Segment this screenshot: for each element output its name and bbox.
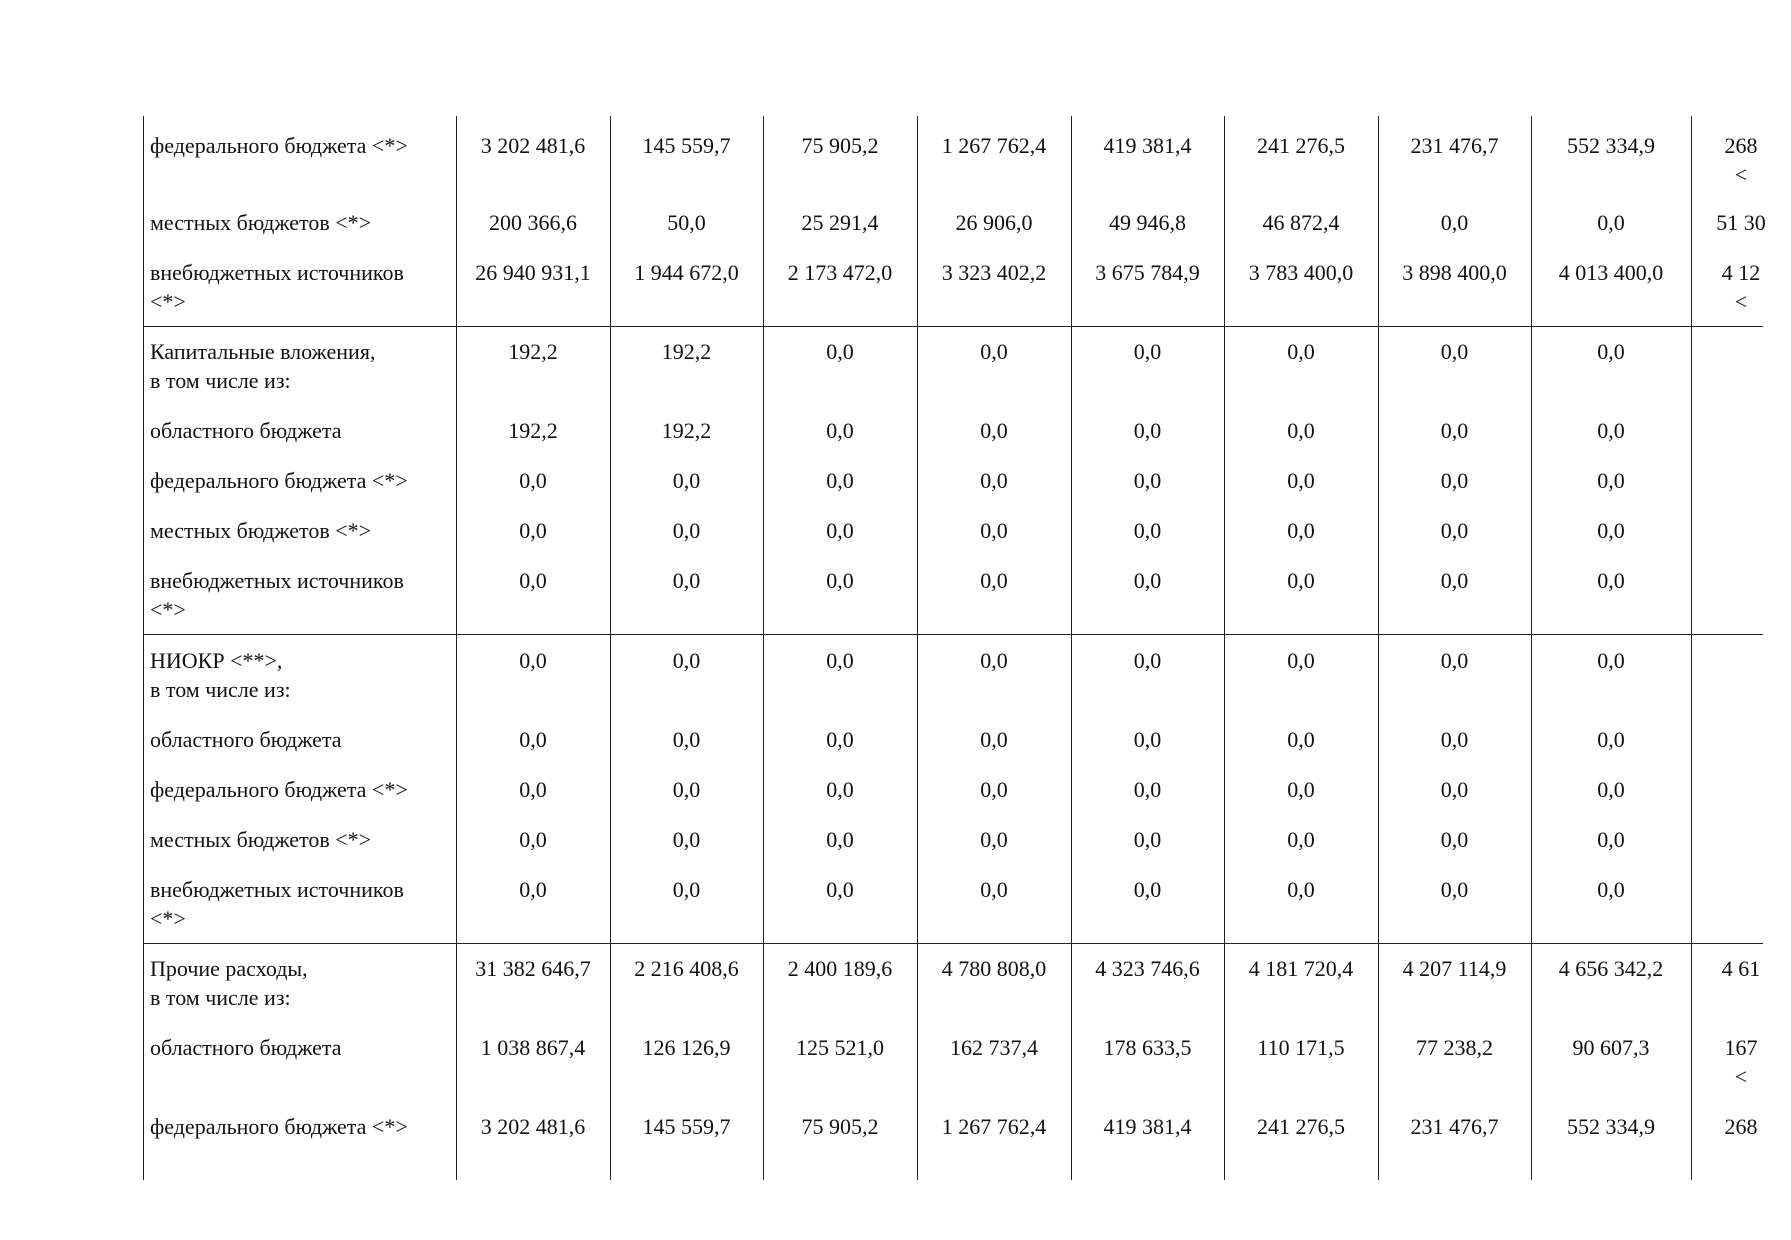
table-cell: 77 238,2	[1416, 1035, 1493, 1060]
row-label: областного бюджета	[150, 727, 342, 752]
table-cell: 2 400 189,6	[787, 956, 893, 981]
table-cell: 0,0	[1133, 877, 1162, 902]
table-cell: 4 61	[1721, 956, 1761, 981]
table-cell: 0,0	[1133, 727, 1162, 752]
table-cell: 0,0	[826, 418, 854, 443]
table-cell: 0,0	[1597, 727, 1625, 752]
table-cell: 0,0	[1287, 648, 1315, 673]
row-label: федерального бюджета <*>	[150, 1114, 408, 1139]
table-cell: 0,0	[519, 648, 547, 673]
row-label: федерального бюджета <*>	[150, 133, 408, 158]
table-cell: 145 559,7	[642, 1114, 731, 1139]
table-cell: 0,0	[519, 468, 547, 493]
table-cell: 241 276,5	[1257, 133, 1345, 158]
row-label: местных бюджетов <*>	[150, 827, 372, 852]
table-cell: 0,0	[672, 877, 701, 902]
table-cell: 192,2	[508, 418, 558, 443]
table-cell: 0,0	[672, 518, 701, 543]
table-cell: 3 202 481,6	[480, 1114, 586, 1139]
table-cell: 241 276,5	[1257, 1114, 1345, 1139]
table-cell: 0,0	[826, 468, 854, 493]
row-label: федерального бюджета <*>	[150, 468, 408, 493]
table-cell: 0,0	[826, 877, 854, 902]
table-cell: 4 656 342,2	[1558, 956, 1664, 981]
section-separator	[143, 943, 1763, 944]
table-cell: 0,0	[826, 727, 854, 752]
table-cell: 0,0	[980, 468, 1008, 493]
row-label: местных бюджетов <*>	[150, 518, 372, 543]
table-cell: 0,0	[519, 877, 547, 902]
table-cell: 0,0	[519, 518, 547, 543]
table-cell: 0,0	[1133, 777, 1162, 802]
table-cell: 192,2	[661, 418, 712, 443]
table-cell: 0,0	[672, 727, 701, 752]
table-cell: 4 780 808,0	[941, 956, 1047, 981]
table-cell: 0,0	[1440, 568, 1469, 593]
table-cell: 2 173 472,0	[787, 260, 893, 285]
table-cell: 90 607,3	[1572, 1035, 1650, 1060]
table-cell: 0,0	[672, 827, 701, 852]
table-cell: 0,0	[1440, 418, 1469, 443]
table-cell: 0,0	[1597, 568, 1625, 593]
table-cell: 192,2	[661, 339, 712, 364]
table-cell: 1 038 867,4	[480, 1035, 586, 1060]
table-cell: 3 783 400,0	[1248, 260, 1354, 285]
table-cell: 51 30	[1716, 210, 1766, 235]
row-label: Прочие расходы, в том числе из:	[150, 956, 308, 1010]
table-cell: 0,0	[1597, 827, 1625, 852]
row-label: Капитальные вложения, в том числе из:	[150, 339, 376, 393]
row-label: областного бюджета	[150, 418, 342, 443]
table-cell: 0,0	[1440, 339, 1469, 364]
table-cell: 0,0	[980, 877, 1008, 902]
table-cell: 419 381,4	[1103, 1114, 1192, 1139]
table-cell: 49 946,8	[1109, 210, 1186, 235]
row-label: федерального бюджета <*>	[150, 777, 408, 802]
table-cell: 31 382 646,7	[475, 956, 591, 981]
table-cell: 0,0	[980, 568, 1008, 593]
table-cell: 0,0	[826, 777, 854, 802]
table-cell: 0,0	[672, 648, 701, 673]
table-cell: 419 381,4	[1103, 133, 1192, 158]
table-cell: 1 944 672,0	[634, 260, 739, 285]
table-cell: 126 126,9	[642, 1035, 731, 1060]
table-cell: 4 013 400,0	[1558, 260, 1664, 285]
table-cell: 145 559,7	[642, 133, 731, 158]
table-cell: 0,0	[826, 518, 854, 543]
table-cell: 0,0	[980, 727, 1008, 752]
table-cell: 178 633,5	[1103, 1035, 1192, 1060]
table-cell: 0,0	[980, 827, 1008, 852]
table-cell: 0,0	[1597, 339, 1625, 364]
table-cell: 4 181 720,4	[1248, 956, 1354, 981]
table-cell: 231 476,7	[1410, 1114, 1499, 1139]
table-cell: 0,0	[1133, 339, 1162, 364]
table-cell: 0,0	[1287, 468, 1315, 493]
row-label: внебюджетных источников <*>	[150, 877, 404, 931]
table-cell: 0,0	[1597, 210, 1625, 235]
row-label: внебюджетных источников <*>	[150, 568, 404, 622]
table-cell: 0,0	[1440, 877, 1469, 902]
table-cell: 0,0	[1440, 648, 1469, 673]
table-cell: 0,0	[1287, 827, 1315, 852]
row-label: внебюджетных источников <*>	[150, 260, 404, 314]
table-cell: 26 906,0	[955, 210, 1033, 235]
table-cell: 2 216 408,6	[634, 956, 739, 981]
table-cell: 268 <	[1724, 133, 1758, 187]
table-cell: 0,0	[1440, 518, 1469, 543]
table-cell: 162 737,4	[950, 1035, 1038, 1060]
table-cell: 552 334,9	[1567, 1114, 1655, 1139]
table-cell: 0,0	[1597, 418, 1625, 443]
table-cell: 0,0	[1597, 468, 1625, 493]
table-cell: 0,0	[1133, 827, 1162, 852]
table-cell: 125 521,0	[796, 1035, 884, 1060]
table-cell: 50,0	[667, 210, 706, 235]
table-cell: 0,0	[519, 568, 547, 593]
table-cell: 0,0	[1287, 727, 1315, 752]
table-cell: 26 940 931,1	[475, 260, 591, 285]
table-cell: 0,0	[672, 568, 701, 593]
table-cell: 0,0	[1287, 568, 1315, 593]
table-cell: 0,0	[1597, 518, 1625, 543]
table-cell: 0,0	[826, 568, 854, 593]
table-cell: 1 267 762,4	[941, 1114, 1047, 1139]
table-cell: 268	[1724, 1114, 1758, 1139]
table-cell: 0,0	[672, 777, 701, 802]
table-cell: 110 171,5	[1257, 1035, 1345, 1060]
table-cell: 0,0	[519, 727, 547, 752]
table-cell: 0,0	[519, 827, 547, 852]
table-cell: 192,2	[508, 339, 558, 364]
table-cell: 46 872,4	[1262, 210, 1340, 235]
table-cell: 167 <	[1724, 1035, 1758, 1089]
table-cell: 0,0	[1287, 777, 1315, 802]
table-cell: 3 202 481,6	[480, 133, 586, 158]
table-cell: 0,0	[980, 418, 1008, 443]
table-cell: 0,0	[826, 339, 854, 364]
table-cell: 0,0	[980, 777, 1008, 802]
table-cell: 3 675 784,9	[1095, 260, 1200, 285]
table-cell: 0,0	[1287, 518, 1315, 543]
table-cell: 3 323 402,2	[941, 260, 1047, 285]
table-cell: 0,0	[1287, 877, 1315, 902]
table-cell: 0,0	[1440, 827, 1469, 852]
table-cell: 0,0	[980, 648, 1008, 673]
row-label: областного бюджета	[150, 1035, 342, 1060]
row-label: местных бюджетов <*>	[150, 210, 372, 235]
table-cell: 200 366,6	[489, 210, 577, 235]
table-cell: 75 905,2	[801, 133, 879, 158]
table-cell: 75 905,2	[801, 1114, 879, 1139]
table-cell: 0,0	[1133, 648, 1162, 673]
table-cell: 0,0	[1440, 727, 1469, 752]
table-cell: 0,0	[1133, 468, 1162, 493]
table-cell: 0,0	[980, 518, 1008, 543]
table-cell: 0,0	[826, 648, 854, 673]
table-cell: 4 323 746,6	[1095, 956, 1200, 981]
table-border-left	[143, 116, 144, 1180]
table-cell: 0,0	[1287, 418, 1315, 443]
table-cell: 0,0	[1133, 518, 1162, 543]
table-cell: 0,0	[1597, 648, 1625, 673]
table-cell: 0,0	[519, 777, 547, 802]
table-cell: 0,0	[1133, 418, 1162, 443]
table-cell: 0,0	[1133, 568, 1162, 593]
table-cell: 0,0	[1440, 777, 1469, 802]
table-cell: 0,0	[1287, 339, 1315, 364]
table-cell: 0,0	[980, 339, 1008, 364]
table-cell: 1 267 762,4	[941, 133, 1047, 158]
table-cell: 231 476,7	[1410, 133, 1499, 158]
table-cell: 0,0	[1440, 468, 1469, 493]
row-label: НИОКР <**>, в том числе из:	[150, 648, 291, 702]
table-cell: 4 207 114,9	[1402, 956, 1507, 981]
table-cell: 0,0	[672, 468, 701, 493]
section-separator	[143, 634, 1763, 635]
table-cell: 0,0	[1597, 777, 1625, 802]
table-cell: 552 334,9	[1567, 133, 1655, 158]
table-cell: 25 291,4	[801, 210, 879, 235]
section-separator	[143, 326, 1763, 327]
table-cell: 0,0	[1440, 210, 1469, 235]
table-cell: 0,0	[1597, 877, 1625, 902]
table-cell: 4 12 <	[1721, 260, 1761, 314]
table-cell: 0,0	[826, 827, 854, 852]
table-cell: 3 898 400,0	[1402, 260, 1507, 285]
